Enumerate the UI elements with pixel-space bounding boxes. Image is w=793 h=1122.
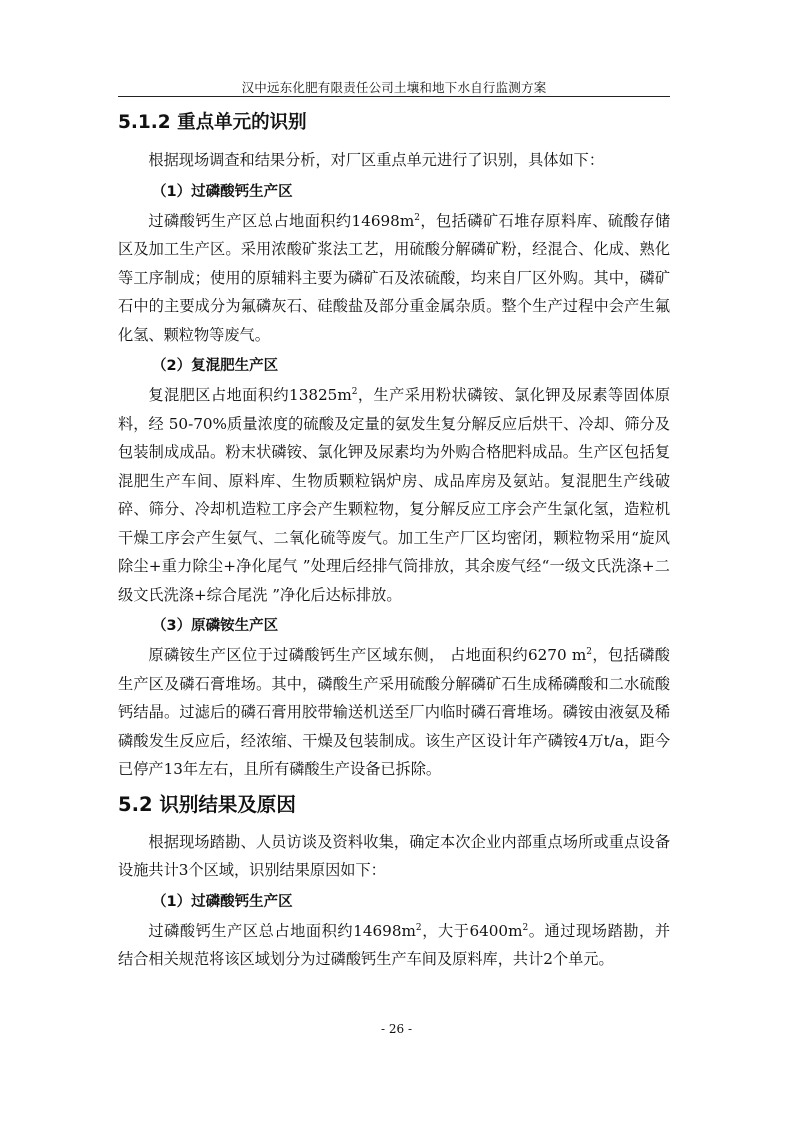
header-rule [118,96,670,97]
result-paragraph-superphosphate: 过磷酸钙生产区总占地面积约$14698m^2$，大于$6400m^2$。通过现场踏勘，并结合相关规范将该区域划分为过磷酸钙生产车间及原料库，共计2个单元。 [118,921,671,968]
section-heading-5-2: 5.2 识别结果及原因 [118,792,296,816]
unit-paragraph-ammonium-phosphate: 原磷铵生产区位于过磷酸钙生产区域东侧， 占地面积约6270 $m^2$，包括磷酸生产区及磷石膏堆场。其中，磷酸生产采用硫酸分解磷矿石生成稀磷酸和二水硫酸钙结晶。过滤后的磷石膏用胶带输送机送至厂内临时磷石膏堆场。磷铵由液氨及稀磷酸发生反应后，经浓缩、干燥及包装制成。该生产区设计年产磷铵4万t/a，距今已停产13年左右，且所有磷酸生产设备已拆除。 [118,646,670,778]
section-intro-paragraph: 根据现场调查和结果分析，对厂区重点单元进行了识别，具体如下： [148,151,605,169]
page-number: - 26 - [380,1022,412,1036]
unit-paragraph-compound-fertilizer: 复混肥区占地面积约$13825m^2$，生产采用粉状磷铵、氯化钾及尿素等固体原料，经 50-70%质量浓度的硫酸及定量的氨发生复分解反应后烘干、冷却、筛分及包装制成成品。粉末状磷铵、氯化钾及尿素均为外购合格肥料成品。生产区包括复混肥生产车间、原料库、生物质颗粒锅炉房、成品库房及氨站。复混肥生产线破碎、筛分、冷却机造粒工序会产生颗粒物，复分解反应工序会产生氯化氢，造粒机干燥工序会产生氨气、二氧化硫等废气。加工生产厂区均密闭，颗粒物采用“旋风除尘+重力除尘+净化尾气 ”处理后经排气筒排放，其余废气经“一级文氏洗涤+二级文氏洗涤+综合尾洗 ”净化后达标排放。 [118,386,671,604]
section-5-2-intro-paragraph: 根据现场踏勘、人员访谈及资料收集，确定本次企业内部重点场所或重点设备设施共计3个区域，识别结果原因如下： [118,832,670,879]
running-header: 汉中远东化肥有限责任公司土壤和地下水自行监测方案 [241,80,547,95]
unit-heading-ammonium-phosphate: （3）原磷铵生产区 [152,618,279,634]
unit-heading-superphosphate: （1）过磷酸钙生产区 [152,183,293,200]
unit-heading-compound-fertilizer: （2）复混肥生产区 [152,358,279,374]
page-body [118,108,670,974]
result-heading-superphosphate: （1）过磷酸钙生产区 [152,893,293,910]
unit-paragraph-superphosphate: 过磷酸钙生产区总占地面积约$14698m^2$，包括磷矿石堆存原料库、硫酸存储区及加工生产区。采用浓酸矿浆法工艺，用硫酸分解磷矿粉，经混合、化成、熟化等工序制成；使用的原辅料主要为磷矿石及浓硫酸，均来自厂区外购。其中，磷矿石中的主要成分为氟磷灰石、硅酸盐及部分重金属杂质。整个生产过程中会产生氟化氢、颗粒物等废气。 [118,211,671,344]
section-heading-5-1-2: 5.1.2 重点单元的识别 [118,112,307,133]
